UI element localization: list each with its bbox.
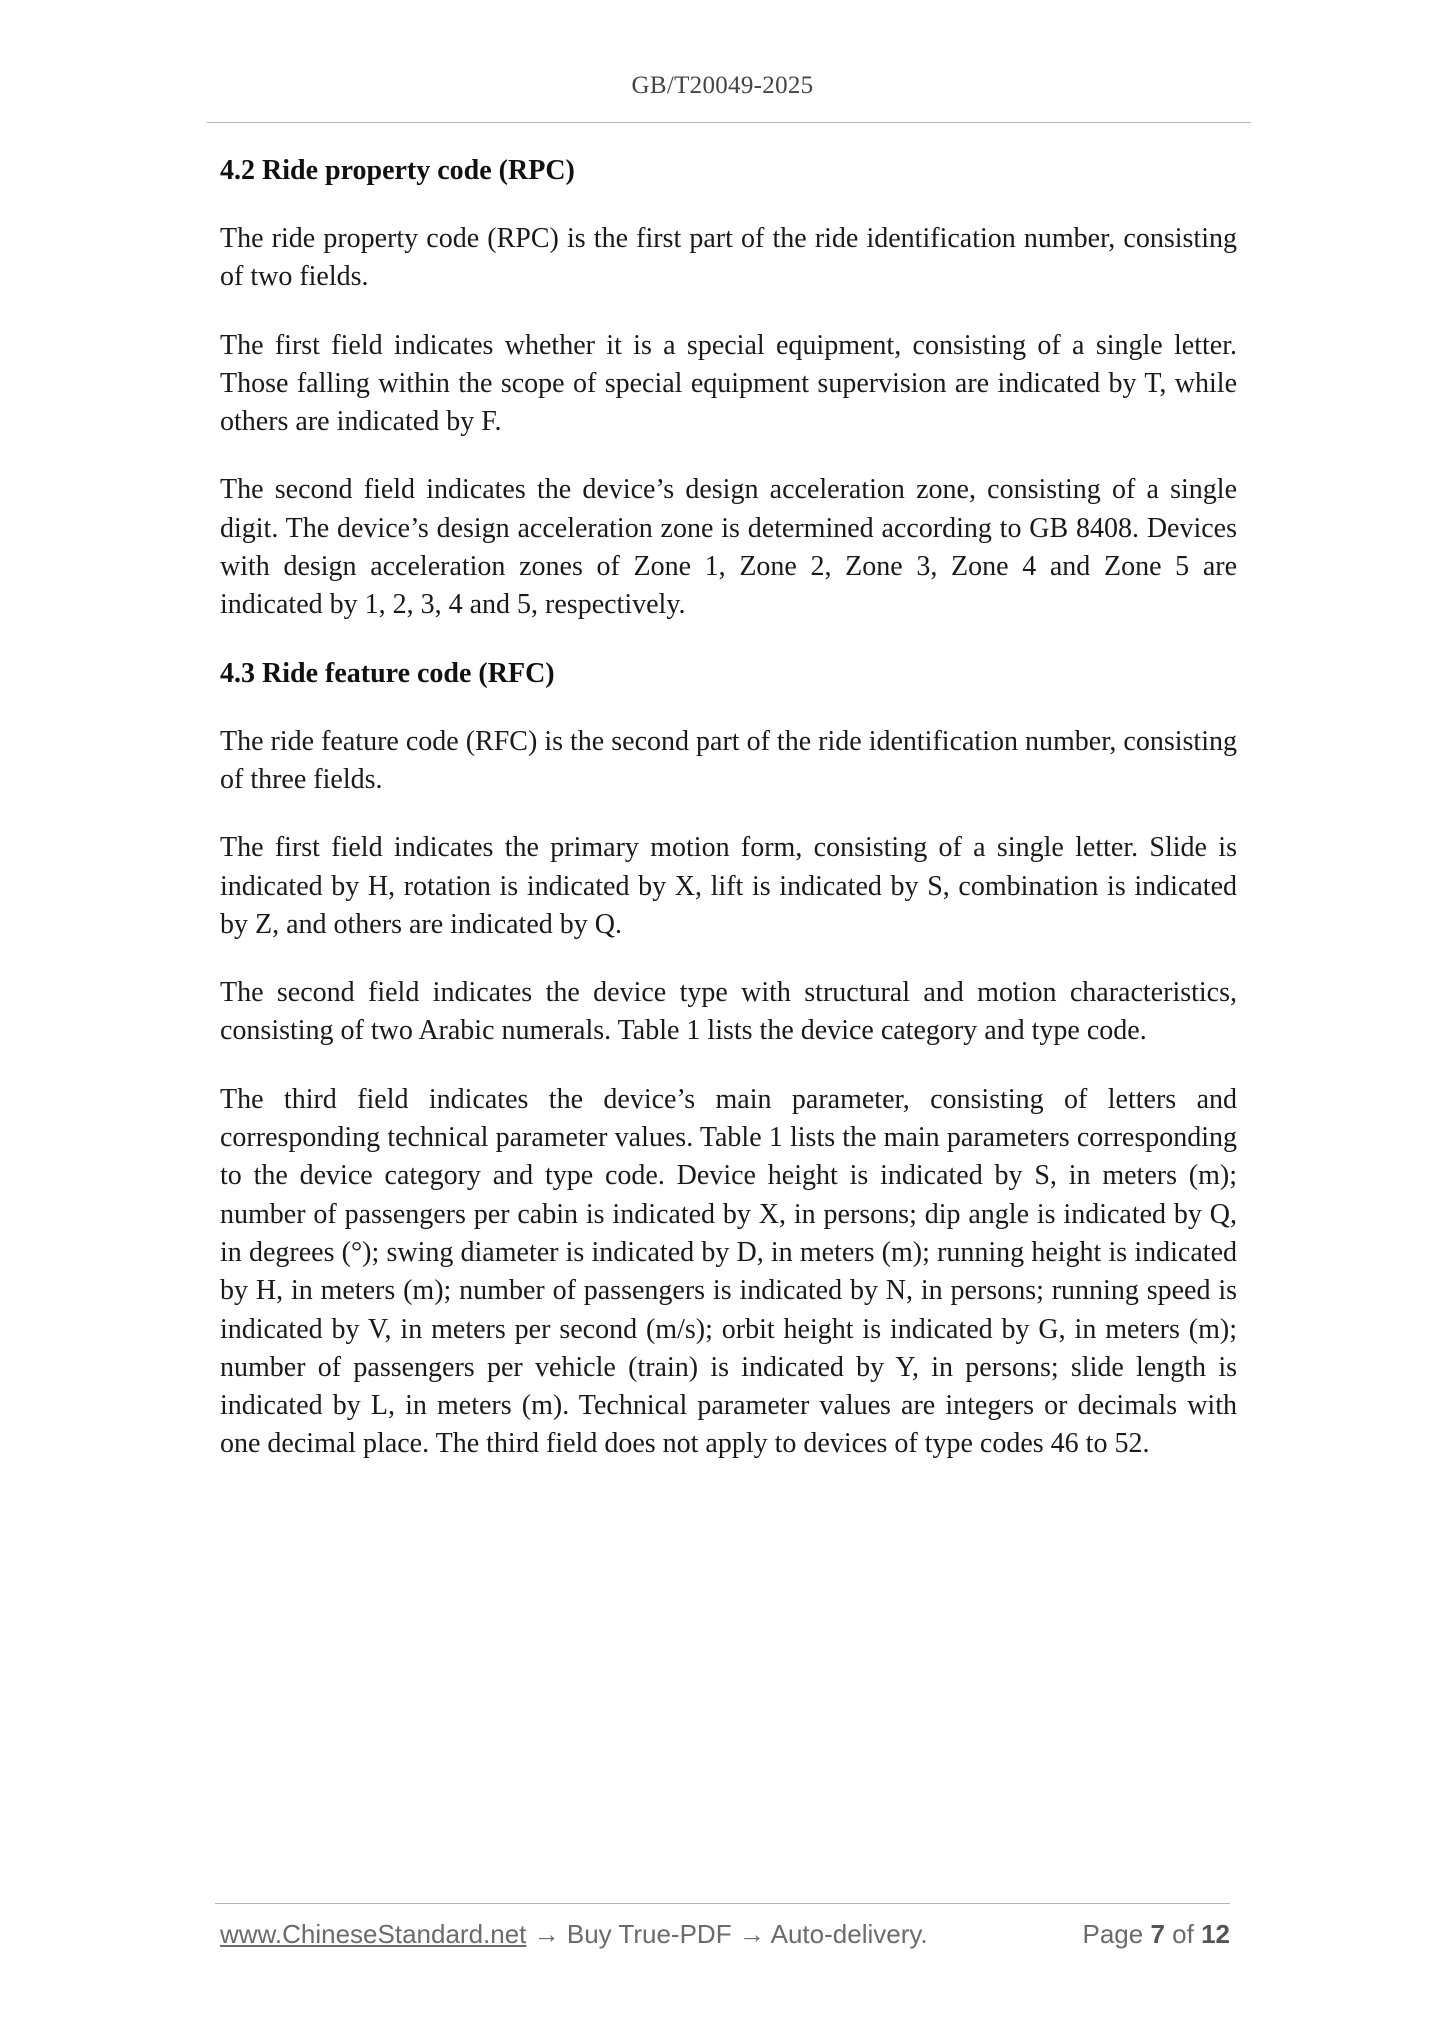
paragraph-rpc-intro: The ride property code (RPC) is the first part of the ride identification number, consisting of two fields. — [220, 223, 1237, 293]
page-indicator — [1082, 1919, 1230, 1950]
document-header-id: GB/T20049-2025 — [631, 72, 814, 99]
delivery-text: Auto-delivery. — [770, 1919, 928, 1949]
page-label: Page — [1082, 1919, 1144, 1949]
footer-divider — [215, 1903, 1230, 1904]
buy-text: Buy True-PDF — [566, 1919, 732, 1949]
paragraph-rpc-first-field: The first field indicates whether it is a special equipment, consisting of a single letter. Those falling within the scope of special equipment supervision are indicated by T, while others are indicated by F. — [220, 329, 1237, 438]
page-total: 12 — [1201, 1919, 1230, 1949]
paragraph-rfc-second-field: The second field indicates the device type with structural and motion characteristics, consisting of two Arabic numerals. Table 1 lists the device category and type code. — [220, 977, 1237, 1047]
page-current: 7 — [1150, 1919, 1165, 1949]
arrow-right-icon: → — [738, 1919, 765, 1949]
paragraph-rfc-third-field: The third field indicates the device’s main parameter, consisting of letters and corresponding technical parameter values. Table 1 lists the main parameters corresponding to the device category and type code. Device height is indicated by S, in meters (m); number of passengers per cabin is indicated by X, in persons; dip angle is indicated by Q, in degrees (°); swing diameter is indicated by D, in meters (m); running height is indicated by H, in meters (m); number of passengers is indicated by N, in persons; running speed is indicated by V, in meters per second (m/s); orbit height is indicated by G, in meters (m); number of passengers per vehicle (train) is indicated by Y, in persons; slide length is indicated by L, in meters (m). Technical parameter values are integers or decimals with one decimal place. The third field does not apply to devices of type codes 46 to 52. — [220, 1083, 1237, 1460]
paragraph-rfc-intro: The ride feature code (RFC) is the second part of the ride identification number, consisting of three fields. — [220, 725, 1237, 795]
page-footer — [220, 1919, 1230, 1959]
paragraph-rfc-first-field: The first field indicates the primary motion form, consisting of a single letter. Slide is indicated by H, rotation is indicated by X, lift is indicated by S, combination is indicated by Z, and others are indicated by Q. — [220, 832, 1237, 940]
paragraph-rpc-second-field: The second field indicates the device’s design acceleration zone, consisting of a single digit. The device’s design acceleration zone is determined according to GB 8408. Devices with design acceleration zones of Zone 1, Zone 2, Zone 3, Zone 4 and Zone 5 are indicated by 1, 2, 3, 4 and 5, respectively. — [220, 474, 1237, 621]
site-link[interactable]: www.ChineseStandard.net — [220, 1919, 527, 1949]
document-body — [220, 152, 1237, 1494]
footer-promo — [220, 1919, 928, 1950]
section-heading-4-3: 4.3 Ride feature code (RFC) — [220, 657, 555, 689]
of-label: of — [1172, 1919, 1194, 1949]
header-divider — [207, 122, 1251, 123]
arrow-right-icon: → — [533, 1919, 560, 1949]
section-heading-4-2: 4.2 Ride property code (RPC) — [220, 155, 575, 186]
